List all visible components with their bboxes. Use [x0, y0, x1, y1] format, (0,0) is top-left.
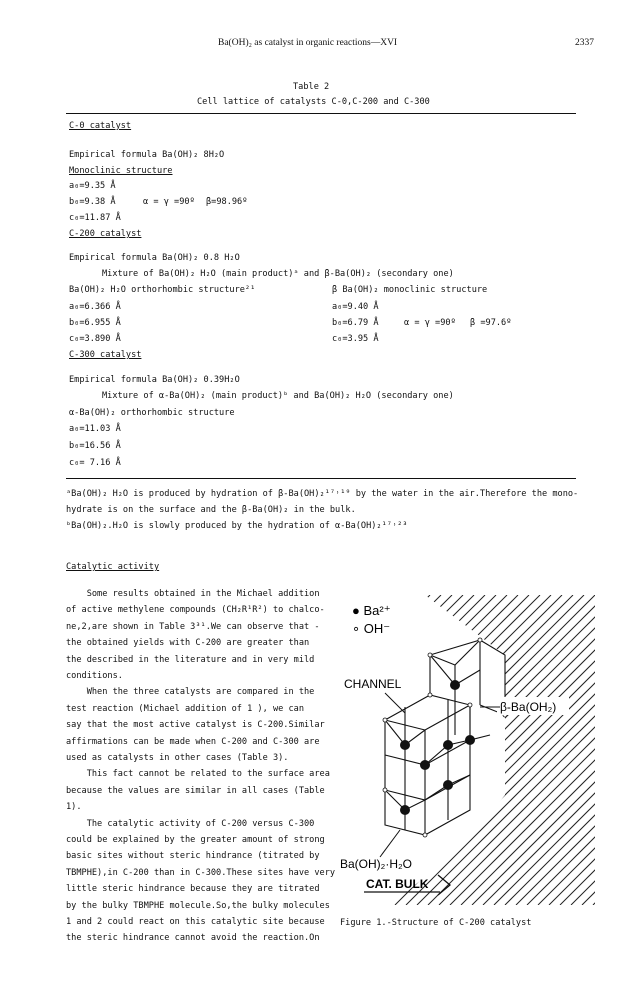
- body-line: used as catalysts in other cases (Table 3).: [66, 753, 289, 763]
- body-line: conditions.: [66, 671, 123, 681]
- label-hydrate: Ba(OH)₂·H₂O: [340, 857, 412, 871]
- ba-ion: [443, 780, 453, 790]
- oh-ion: [428, 653, 432, 657]
- c200-right-a: a₀=9.40 Å: [332, 302, 379, 312]
- body-line: 1).: [66, 802, 82, 813]
- c200-left-b: b₀=6.955 Å: [69, 318, 121, 328]
- section-heading: Catalytic activity: [66, 562, 160, 572]
- c200-left-a: a₀=6.366 Å: [69, 302, 121, 312]
- ba-ion: [443, 740, 453, 750]
- ba-ion: [400, 805, 410, 815]
- table-number: Table 2: [293, 82, 330, 92]
- body-line: This fact cannot be related to the surface area: [66, 769, 330, 780]
- ba-ion: [400, 740, 410, 750]
- body-line: 1 and 2 could react on this catalytic site because: [66, 917, 325, 927]
- oh-ion: [468, 703, 472, 707]
- structure-figure: [330, 595, 595, 905]
- c200-right-c: c₀=3.95 Å: [332, 334, 379, 344]
- c300-b: b₀=16.56 Å: [69, 441, 121, 451]
- body-line: say that the most active catalyst is C-200.Similar: [66, 720, 325, 731]
- c200-left-structure: Ba(OH)₂ H₂O orthorhombic structure²¹: [69, 285, 256, 295]
- body-line: the steric hindrance cannot avoid the reaction.On: [66, 933, 320, 944]
- body-line: because the values are similar in all cases (Table: [66, 785, 325, 796]
- ba-ion: [420, 760, 430, 770]
- ba-ion: [450, 680, 460, 690]
- body-line: the described in the literature and in very mild: [66, 654, 315, 665]
- legend-ba: ● Ba²⁺: [352, 603, 391, 618]
- body-line: basic sites without steric hindrance (titrated by: [66, 851, 320, 862]
- c300-mixture: Mixture of α-Ba(OH)₂ (main product)ᵇ and Ba(OH)₂ H₂O (secondary one): [102, 391, 454, 401]
- body-line: Some results obtained in the Michael addition: [66, 589, 320, 599]
- body-line: TBMPHE),in C-200 than in C-300.These sites have very: [66, 867, 336, 878]
- c200-angles-alpha-gamma: α = γ =90º: [404, 318, 456, 328]
- c0-angle-beta: β=98.96º: [206, 197, 248, 207]
- c200-left-c: c₀=3.890 Å: [69, 334, 121, 344]
- c300-structure: α-Ba(OH)₂ orthorhombic structure: [69, 408, 235, 418]
- footnote-b: ᵇBa(OH)₂.H₂O is slowly produced by the hydration of α-Ba(OH)₂¹⁷˒²³: [66, 521, 408, 531]
- oh-ion: [383, 718, 387, 722]
- c200-right-b: b₀=6.79 Å: [332, 318, 379, 328]
- c300-formula: Empirical formula Ba(OH)₂ 0.39H₂O: [69, 375, 240, 385]
- table-top-rule: [66, 113, 576, 114]
- running-title: Ba(OH)₂ as catalyst in organic reactions—XVI: [218, 38, 398, 48]
- body-line: of active methylene compounds (CH₂R¹R²) to chalco-: [66, 605, 325, 616]
- oh-ion: [478, 638, 482, 642]
- c200-angle-beta: β =97.6º: [470, 318, 512, 328]
- table-caption: Cell lattice of catalysts C-0,C-200 and C-300: [197, 97, 430, 107]
- ba-ions: [400, 680, 475, 815]
- body-line: test reaction (Michael addition of 1 ), we can: [66, 703, 304, 714]
- oh-ion: [423, 833, 427, 837]
- label-bulk: CAT. BULK: [366, 877, 429, 891]
- figure-caption: Figure 1.-Structure of C-200 catalyst: [340, 918, 532, 928]
- channel-pointer: [385, 693, 405, 713]
- hydrate-pointer: [380, 830, 400, 857]
- body-line: the obtained yields with C-200 are greater than: [66, 638, 310, 649]
- c300-c: c₀= 7.16 Å: [69, 458, 121, 468]
- body-line: The catalytic activity of C-200 versus C-300: [66, 818, 315, 829]
- body-line: little steric hindrance because they are titrated: [66, 884, 320, 895]
- c0-angles-alpha-gamma: α = γ =90º: [143, 197, 195, 207]
- c300-title: C-300 catalyst: [69, 350, 142, 360]
- page-number: 2337: [575, 38, 594, 48]
- c0-c: c₀=11.87 Å: [69, 213, 121, 223]
- oh-ion: [383, 788, 387, 792]
- label-channel: CHANNEL: [344, 677, 402, 691]
- c200-title: C-200 catalyst: [69, 229, 142, 239]
- ba-ion: [465, 735, 475, 745]
- c0-title: C-0 catalyst: [69, 121, 132, 131]
- oh-ion: [428, 693, 432, 697]
- footnote-a-line1: ᵃBa(OH)₂ H₂O is produced by hydration of β-Ba(OH)₂¹⁷˒¹⁹ by the water in the air.Therefore the mono-: [66, 489, 579, 499]
- c0-formula: Empirical formula Ba(OH)₂ 8H₂O: [69, 150, 225, 160]
- c0-structure: Monoclinic structure: [69, 166, 173, 176]
- c200-mixture: Mixture of Ba(OH)₂ H₂O (main product)ᵃ and β-Ba(OH)₂ (secondary one): [102, 269, 454, 279]
- c300-a: a₀=11.03 Å: [69, 424, 121, 434]
- footnote-a-line2: hydrate is on the surface and the β-Ba(OH)₂ in the bulk.: [66, 505, 356, 515]
- label-beta: β-Ba(OH₂): [500, 700, 557, 714]
- body-line: could be explained by the greater amount of strong: [66, 835, 325, 845]
- body-line: by the bulky TBMPHE molecule.So,the bulky molecules: [66, 900, 330, 911]
- c200-right-structure: β Ba(OH)₂ monoclinic structure: [332, 285, 488, 295]
- c0-b: b₀=9.38 Å: [69, 197, 116, 207]
- c0-a: a₀=9.35 Å: [69, 181, 116, 191]
- table-bottom-rule: [66, 478, 576, 479]
- body-line: When the three catalysts are compared in the: [66, 687, 315, 698]
- c200-formula: Empirical formula Ba(OH)₂ 0.8 H₂O: [69, 253, 240, 263]
- body-line: ne,2,are shown in Table 3³¹.We can observe that -: [66, 621, 320, 632]
- legend-oh: ∘ OH⁻: [352, 621, 391, 636]
- body-line: affirmations can be made when C-200 and C-300 are: [66, 736, 320, 747]
